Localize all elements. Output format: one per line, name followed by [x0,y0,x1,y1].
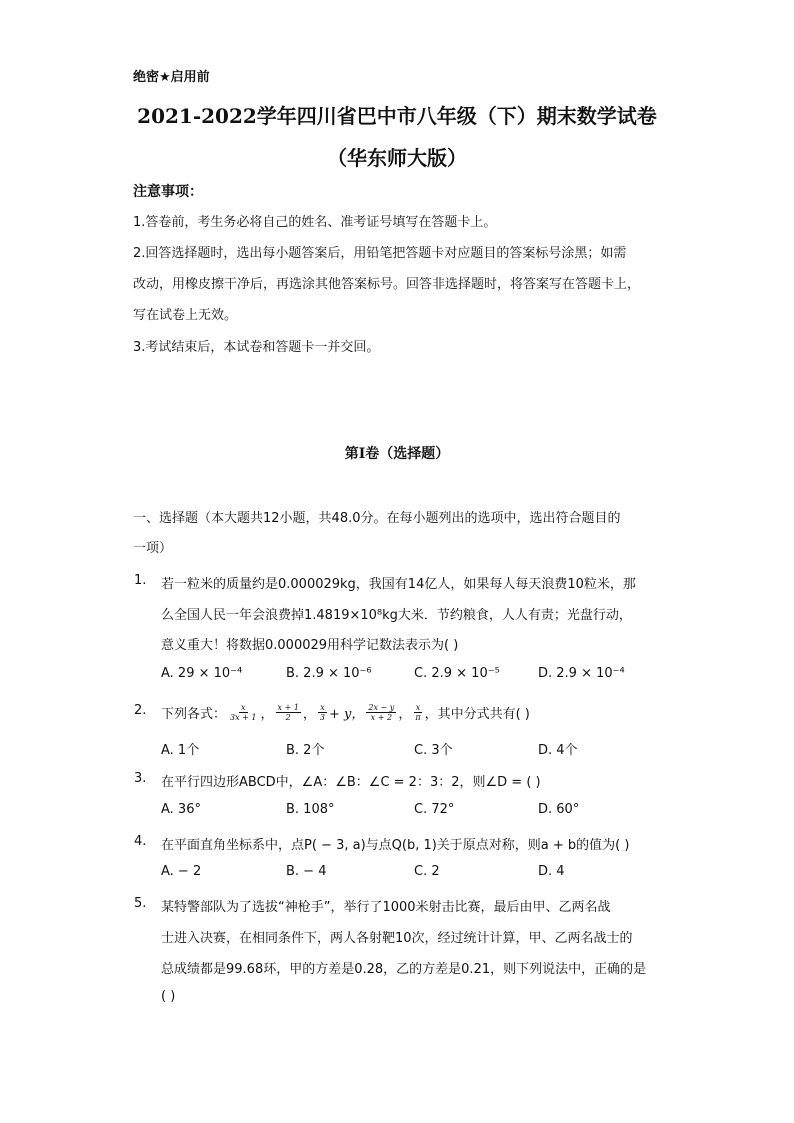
question-1-line-3: 意义重大！将数据0.000029用科学记数法表示为( ) [161,638,459,653]
question-3-option-a: A. 36° [161,802,201,817]
fraction-3-numerator: x [320,702,325,712]
fraction-1 [228,703,258,722]
question-2-option-b: B. 2个 [286,743,325,758]
fraction-5-denominator: π [415,712,421,722]
notice-item-2-line-3: 写在试卷上无效。 [133,308,238,323]
question-1-option-d: D. 2.9 × 10⁻⁴ [538,666,625,681]
question-3-option-b: B. 108° [286,802,335,817]
question-2-suffix: ，其中分式共有( ) [424,706,530,722]
fraction-3-denominator: 3 [319,712,326,722]
question-2-number: 2. [134,703,147,718]
notice-item-1: 1.答卷前，考生务必将自己的姓名、准考证号填写在答题卡上。 [133,215,497,230]
question-3-option-d: D. 60° [538,802,580,817]
fraction-4-denominator: x + 2 [370,712,393,722]
fraction-4 [366,703,396,722]
fraction-3 [318,703,327,722]
fraction-4-numerator: 2x − y [368,702,395,712]
question-3-number: 3. [134,771,147,786]
question-1-line-2: 么全国人民一年会浪费掉1.4819×10⁸kg大米．节约粮食，人人有责；光盘行动， [161,608,632,623]
question-1-option-a: A. 29 × 10⁻⁴ [161,666,243,681]
question-5-line-4: ( ) [161,989,176,1004]
question-2-option-c: C. 3个 [414,743,453,758]
exam-title: 2021-2022学年四川省巴中市八年级（下）期末数学试卷 [137,104,657,128]
section-1-heading-line-1: 一、选择题（本大题共12小题，共48.0分。在每小题列出的选项中，选出符合题目的 [133,511,621,526]
question-4-option-a: A. − 2 [161,864,202,879]
fraction-1-numerator: x [241,702,246,712]
question-3-option-c: C. 72° [414,802,455,817]
question-4-number: 4. [134,834,147,849]
question-1-option-c: C. 2.9 × 10⁻⁵ [414,666,500,681]
question-2-line: 下列各式： $\frac{x}{3x + 1}$ ， $\frac{x + 1}{2}$ ， $\frac{x}{3}$ + y， $\frac{2x - y}{x + 2}$ ， $\frac{x}{\pi}$ ，其中分式共有( ) [161,702,530,722]
notice-heading: 注意事项： [133,184,203,200]
fraction-2-denominator: 2 [285,712,291,722]
notice-item-2-line-1: 2.回答选择题时，选出每小题答案后，用铅笔把答题卡对应题目的答案标号涂黑；如需 [133,246,627,261]
question-4-option-b: B. − 4 [286,864,327,879]
fraction-5-numerator: x [415,702,421,712]
notice-item-3: 3.考试结束后，本试卷和答题卡一并交回。 [133,340,380,355]
section-1-heading-line-2: 一项） [133,541,173,556]
question-2-option-a: A. 1个 [161,743,200,758]
question-5-line-3: 总成绩都是99.68环，甲的方差是0.28，乙的方差是0.21，则下列说法中，正确的是 [161,962,647,977]
fraction-1-denominator: 3x + 1 [230,712,257,722]
question-4-line-1: 在平面直角坐标系中，点P( − 3, a)与点Q(b, 1)关于原点对称，则a + b的值为( ) [161,838,630,853]
question-4-option-d: D. 4 [538,864,565,879]
question-5-line-1: 某特警部队为了选拔“神枪手”，举行了1000米射击比赛，最后由甲、乙两名战 [161,900,611,915]
question-1-option-b: B. 2.9 × 10⁻⁶ [286,666,372,681]
secret-mark: 绝密★启用前 [133,70,210,85]
fraction-5 [413,703,422,722]
question-4-option-c: C. 2 [414,864,440,879]
question-1-number: 1. [134,573,147,588]
fraction-2-numerator: x + 1 [277,702,299,712]
question-5-line-2: 士进入决赛，在相同条件下，两人各射靶10次，经过统计计算，甲、乙两名战士的 [161,931,633,946]
fraction-3-tail: + y， [329,706,365,722]
question-2-prefix: 下列各式： [161,706,227,722]
question-2-option-d: D. 4个 [538,743,578,758]
fraction-2 [276,703,301,722]
question-1-line-1: 若一粒米的质量约是0.000029kg，我国有14亿人，如果每人每天浪费10粒米，那 [161,577,636,592]
part-1-title: 第Ⅰ卷（选择题） [344,446,450,462]
question-5-number: 5. [134,896,147,911]
notice-item-2-line-2: 改动，用橡皮擦干净后，再选涂其他答案标号。回答非选择题时，将答案写在答题卡上， [133,277,641,292]
exam-subtitle: （华东师大版） [327,146,467,170]
question-3-line-1: 在平行四边形ABCD中，∠A：∠B：∠C = 2：3：2，则∠D = ( ) [161,775,541,790]
